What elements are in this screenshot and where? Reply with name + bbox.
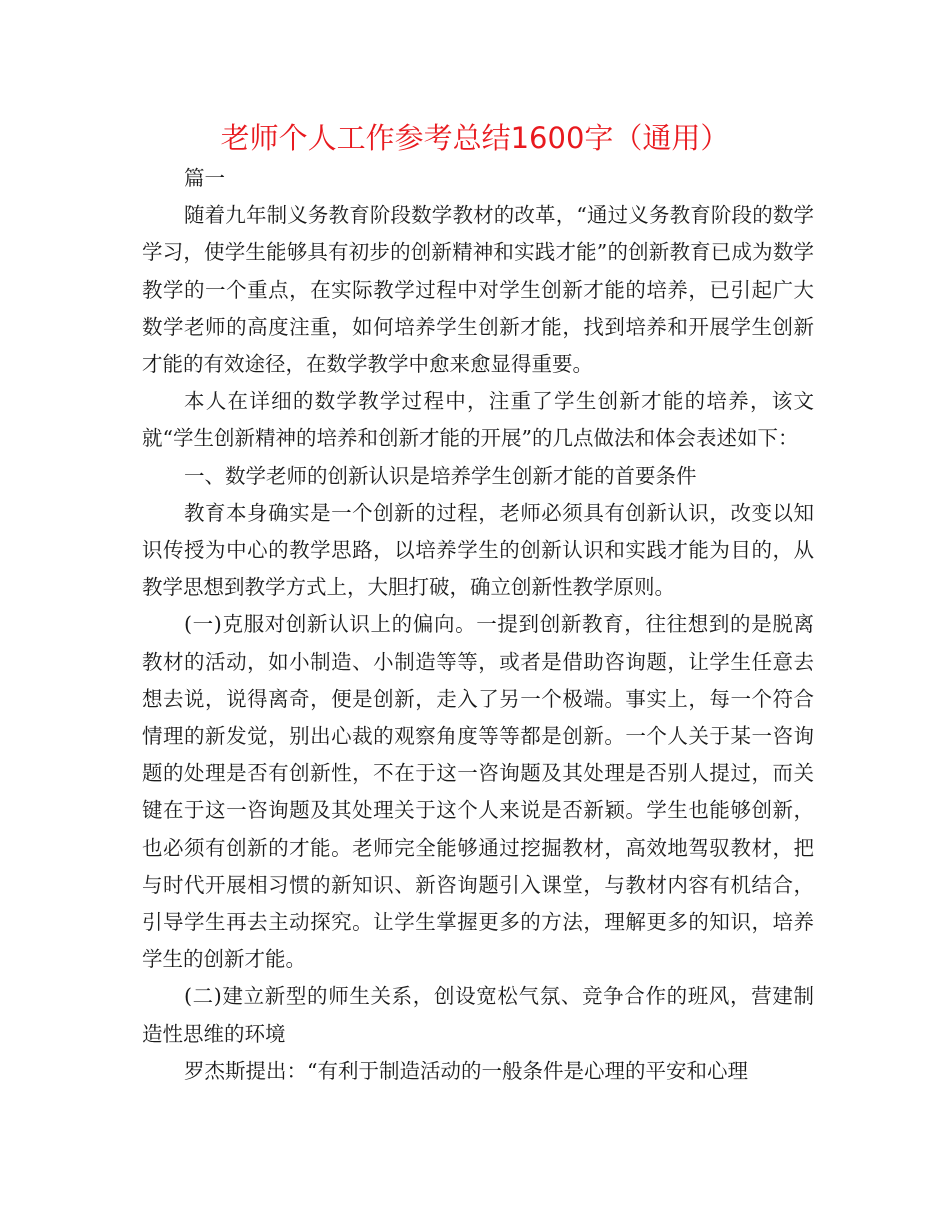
- section-heading-one: 一、数学老师的创新认识是培养学生创新才能的首要条件: [184, 463, 697, 488]
- paragraph-point-one: (一)克服对创新认识上的偏向。一提到创新教育，往往想到的是脱离教材的活动，如小制造、小制造等等，或者是借助咨询题，让学生任意去想去说，说得离奇，便是创新，走入了另一个极端。事实上，每一个符合情理的新发觉，别出心裁的观察角度等等都是创新。一个人关于某一咨询题的处理是否有创新性，不在于这一咨询题及其处理是否别人提过，而关键在于这一咨询题及其处理关于这个人来说是否新颖。学生也能够创新，也必须有创新的才能。老师完全能够通过挖掘教材，高效地驾驭教材，把与时代开展相习惯的新知识、新咨询题引入课堂，与教材内容有机结合，引导学生再去主动探究。让学生掌握更多的方法，理解更多的知识，培养学生的创新才能。: [142, 612, 814, 972]
- paragraph-teacher-awareness: 教育本身确实是一个创新的过程，老师必须具有创新认识，改变以知识传授为中心的教学思路，以培养学生的创新认识和实践才能为目的，从教学思想到教学方式上，大胆打破，确立创新性教学原则。: [142, 500, 814, 600]
- document-title: 老师个人工作参考总结1600字（通用）: [220, 121, 730, 155]
- paragraph-rogers-quote: 罗杰斯提出：“有利于制造活动的一般条件是心理的平安和心理: [184, 1058, 748, 1083]
- paragraph-intro: 随着九年制义务教育阶段数学教材的改革，“通过义务教育阶段的数学学习，使学生能够具有初步的创新精神和实践才能”的创新教育已成为数学教学的一个重点，在实际教学过程中对学生创新才能的培养，已引起广大数学老师的高度注重，如何培养学生创新才能，找到培养和开展学生创新才能的有效途径，在数学教学中愈来愈显得重要。: [142, 203, 814, 377]
- section-heading-part-one: 篇一: [184, 166, 225, 190]
- document-body: [142, 160, 814, 1090]
- paragraph-overview: 本人在详细的数学教学过程中，注重了学生创新才能的培养，该文就“学生创新精神的培养和创新才能的开展”的几点做法和体会表述如下：: [142, 389, 814, 451]
- paragraph-point-two: (二)建立新型的师生关系，创设宽松气氛、竞争合作的班风，营建制造性思维的环境: [142, 984, 814, 1046]
